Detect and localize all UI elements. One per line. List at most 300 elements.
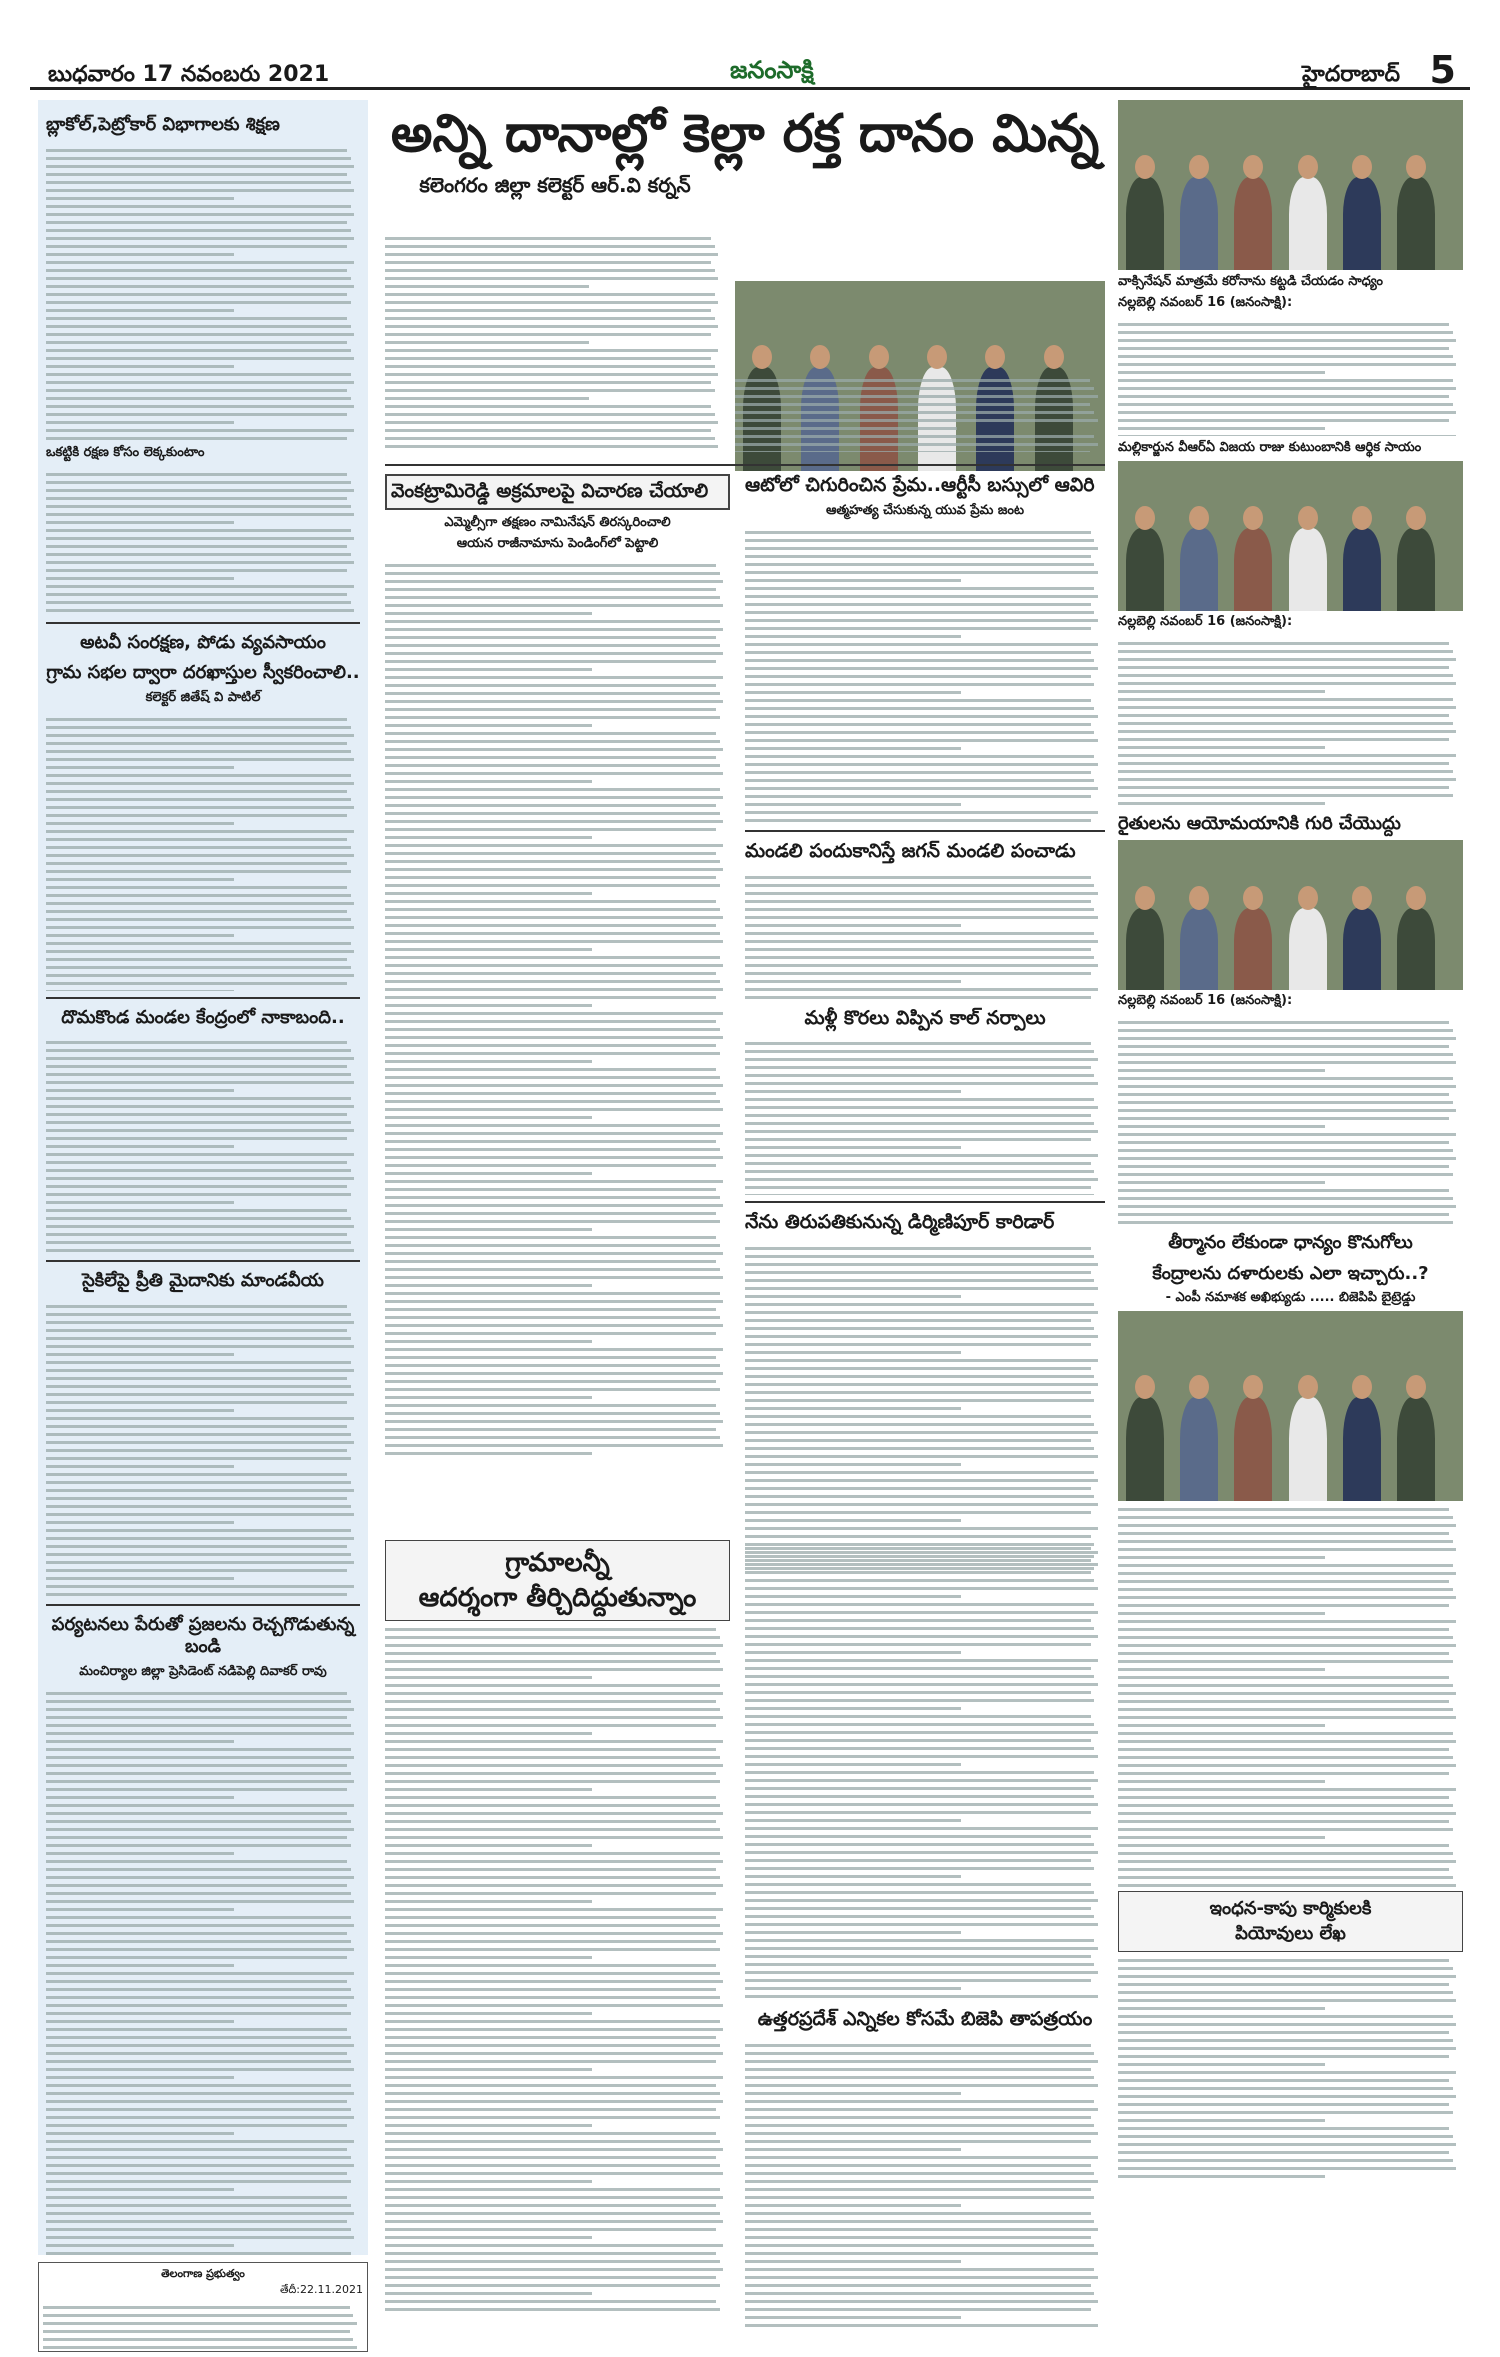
text-line [46, 1561, 354, 1564]
text-line [46, 950, 354, 953]
text-line [43, 2330, 350, 2333]
text-line [1118, 1884, 1456, 1887]
text-line [46, 1137, 347, 1140]
article-heading: గ్రామాలన్నీ [505, 1548, 610, 1578]
text-line [745, 1571, 1091, 1574]
text-line [1118, 722, 1453, 725]
text-line [46, 221, 347, 224]
text-line [1118, 1764, 1456, 1767]
text-line [385, 1300, 723, 1303]
text-line [745, 1875, 961, 1878]
text-line [745, 1247, 1091, 1250]
text-line [745, 1595, 961, 1598]
text-line [385, 373, 718, 376]
text-line [1118, 1548, 1456, 1551]
article-heading: ఆదర్శంగా తీర్చిదిద్దుతున్నాం [418, 1582, 697, 1613]
text-line [745, 1643, 1091, 1646]
text-line [1118, 2055, 1449, 2058]
text-line [385, 620, 720, 623]
text-line [46, 1353, 234, 1356]
text-line [46, 2188, 234, 2191]
text-line [46, 2028, 347, 2031]
text-line [1118, 2087, 1453, 2090]
text-line [385, 1156, 723, 1159]
text-line [745, 2084, 1098, 2087]
text-line [745, 1138, 1091, 1141]
person-figure [1397, 177, 1435, 271]
text-line [385, 1260, 716, 1263]
text-line [46, 1764, 347, 1767]
text-line [385, 2156, 716, 2159]
text-line [1118, 339, 1456, 342]
text-line [46, 1700, 351, 1703]
person-head [1298, 506, 1318, 530]
text-line [1118, 379, 1453, 382]
edition-city: హైదరాబాద్ [1302, 62, 1400, 87]
text-line [745, 1130, 1098, 1133]
text-line [745, 595, 1098, 598]
text-line [1118, 1508, 1449, 1511]
text-line [46, 2036, 351, 2039]
text-line [385, 628, 723, 631]
text-line [735, 427, 957, 430]
text-line [385, 1404, 716, 1407]
text-line [385, 852, 716, 855]
text-line [1118, 706, 1456, 709]
text-line [385, 868, 723, 871]
text-line [385, 381, 711, 384]
text-line [46, 1121, 351, 1124]
text-line [46, 1401, 347, 1404]
text-line [745, 1471, 1094, 1474]
text-line [46, 1473, 347, 1476]
text-line [385, 780, 592, 783]
text-line [385, 2220, 723, 2223]
text-line [385, 2052, 723, 2055]
divider [46, 1260, 360, 1262]
text-line [46, 569, 347, 572]
article-body [745, 1035, 1105, 1195]
text-line [46, 2156, 351, 2159]
text-line [46, 333, 354, 336]
text-line [1118, 1828, 1453, 1831]
text-line [1118, 1069, 1325, 1072]
text-line [46, 2100, 347, 2103]
text-line [385, 924, 716, 927]
text-line [1118, 802, 1325, 805]
text-line [385, 820, 723, 823]
text-line [745, 779, 1094, 782]
text-line [745, 2052, 1094, 2055]
text-line [46, 742, 347, 745]
text-line [1118, 666, 1449, 669]
text-line [1118, 2135, 1453, 2138]
text-line [1118, 1165, 1449, 1168]
text-line [385, 1412, 720, 1415]
text-line [46, 830, 354, 833]
text-line [385, 1012, 723, 1015]
text-line [1118, 419, 1449, 422]
text-line [745, 2308, 1091, 2311]
text-line [745, 731, 1094, 734]
text-line [46, 1593, 347, 1596]
article-heading: కేంద్రాలను దళారులకు ఎలా ఇచ్చారు..? [1152, 1262, 1429, 1284]
text-line [1118, 1756, 1453, 1759]
text-line [1118, 1692, 1456, 1695]
text-line [745, 1995, 1098, 1998]
text-line [46, 173, 347, 176]
text-line [1118, 1141, 1449, 1144]
text-line [1118, 1975, 1456, 1978]
text-line [46, 1505, 351, 1508]
text-line [385, 1700, 716, 1703]
body-lines [385, 230, 725, 450]
text-line [1118, 2007, 1325, 2010]
leaders-photo [1118, 1311, 1463, 1501]
text-line [385, 1772, 716, 1775]
article-up-elections [745, 1540, 1105, 2340]
text-line [46, 1828, 354, 1831]
person-head [752, 345, 772, 369]
text-line [745, 571, 1098, 574]
text-line [46, 189, 354, 192]
text-line [745, 1503, 1098, 1506]
banner-headline: అన్ని దానాల్లో కెల్లా రక్త దానం మిన్న [390, 104, 1100, 164]
text-line [1118, 1061, 1456, 1064]
text-line [745, 1611, 1098, 1614]
text-line [385, 1236, 716, 1239]
person-head [1189, 886, 1209, 910]
text-line [745, 1303, 1094, 1306]
text-line [385, 1828, 720, 1831]
text-line [46, 990, 234, 991]
text-line [1118, 1157, 1456, 1160]
text-line [745, 563, 1094, 566]
text-line [745, 1563, 1098, 1566]
text-line [745, 675, 1091, 678]
text-line [46, 2020, 234, 2023]
text-line [385, 1652, 716, 1655]
text-line [46, 1924, 354, 1927]
text-line [1118, 411, 1456, 414]
text-line [46, 245, 347, 248]
text-line [46, 197, 234, 200]
text-line [46, 1708, 354, 1711]
photo-caption: వాక్సినేషన్ మాత్రమే కరోనాను కట్టడి చేయడం సాధ్యం [1118, 274, 1383, 289]
text-line [745, 1423, 1094, 1426]
text-line [745, 1899, 1098, 1902]
text-line [745, 2164, 1091, 2167]
text-line [385, 876, 716, 879]
text-line [46, 341, 347, 344]
article-body [46, 1685, 360, 2256]
person-figure [1343, 528, 1381, 611]
text-line [385, 708, 716, 711]
text-line [46, 1329, 347, 1332]
text-line [745, 932, 1094, 935]
text-line [745, 1915, 1094, 1918]
text-line [745, 1811, 1091, 1814]
text-line [46, 838, 347, 841]
text-line [385, 1788, 592, 1791]
text-line [745, 803, 961, 806]
text-line [745, 2188, 1091, 2191]
text-line [46, 1780, 354, 1783]
text-line [385, 2116, 720, 2119]
text-line [385, 660, 716, 663]
text-line [1118, 2119, 1325, 2122]
text-line [1118, 2071, 1456, 2074]
text-line [46, 1073, 351, 1076]
government-tender-ad [38, 2262, 368, 2352]
person-figure [1126, 177, 1164, 271]
text-line [385, 2204, 716, 2207]
vaccination-photo [1118, 100, 1463, 270]
text-line [1118, 1109, 1456, 1112]
text-line [46, 1489, 354, 1492]
text-line [46, 1988, 351, 1991]
text-line [745, 1375, 1094, 1378]
text-line [46, 1772, 351, 1775]
text-line [745, 2044, 1091, 2047]
text-line [385, 1940, 716, 1943]
text-line [385, 1740, 723, 1743]
text-line [46, 1585, 354, 1588]
text-line [1118, 714, 1449, 717]
text-line [385, 2012, 592, 2015]
text-line [46, 181, 351, 184]
text-line [385, 908, 720, 911]
text-line [745, 1723, 1094, 1726]
center-column [385, 100, 1105, 2350]
text-line [385, 301, 718, 304]
article-body [46, 711, 360, 991]
text-line [1118, 1804, 1453, 1807]
text-line [46, 718, 347, 721]
text-line [745, 1731, 1098, 1734]
text-line [385, 405, 711, 408]
text-line [46, 561, 354, 564]
text-line [1118, 778, 1456, 781]
text-line [745, 1186, 1091, 1189]
text-line [735, 403, 1090, 406]
text-line [745, 1090, 961, 1093]
text-line [745, 2268, 1094, 2271]
text-line [745, 2236, 1091, 2239]
text-line [745, 699, 1091, 702]
text-line [385, 2028, 723, 2031]
text-line [385, 2244, 723, 2247]
text-line [385, 900, 716, 903]
text-line [385, 700, 723, 703]
text-line [46, 1996, 354, 1999]
text-line [385, 1276, 723, 1279]
person-figure [1397, 528, 1435, 611]
text-line [1118, 1205, 1456, 1208]
text-line [745, 956, 1094, 959]
text-line [1118, 323, 1449, 326]
text-line [745, 2196, 1094, 2199]
text-line [46, 437, 347, 440]
text-line [745, 2100, 1094, 2103]
text-line [385, 764, 720, 767]
text-line [1118, 1540, 1453, 1543]
text-line [745, 1399, 1094, 1402]
text-line [1118, 1580, 1449, 1583]
text-line [745, 763, 1098, 766]
text-line [745, 2252, 1098, 2255]
text-line [46, 2092, 354, 2095]
text-line [1118, 363, 1456, 366]
text-line [1118, 1684, 1453, 1687]
text-line [745, 2156, 1098, 2159]
text-line [385, 1372, 723, 1375]
text-line [46, 1940, 351, 1943]
text-line [385, 692, 720, 695]
text-line [745, 2228, 1098, 2231]
text-line [745, 988, 1098, 991]
text-line [46, 1716, 347, 1719]
text-line [46, 1964, 234, 1967]
text-line [745, 2316, 961, 2319]
text-line [46, 205, 351, 208]
text-line [46, 926, 354, 929]
text-line [385, 1092, 716, 1095]
text-line [1118, 1612, 1325, 1615]
text-line [46, 1948, 354, 1951]
text-line [745, 619, 1098, 622]
text-line [745, 1587, 1098, 1590]
person-head [1189, 1375, 1209, 1399]
person-head [1352, 886, 1372, 910]
text-line [46, 277, 351, 280]
text-line [385, 1196, 720, 1199]
text-line [385, 1876, 720, 1879]
text-line [745, 1170, 1094, 1173]
text-line [385, 2044, 720, 2047]
text-line [745, 1359, 1098, 1362]
text-line [46, 1201, 234, 1204]
text-line [46, 862, 347, 865]
text-line [385, 1428, 716, 1431]
text-line [735, 411, 1094, 414]
text-line [46, 157, 351, 160]
text-line [1118, 1740, 1456, 1743]
text-line [385, 1364, 720, 1367]
text-line [46, 1844, 351, 1847]
page-number: 5 [1429, 48, 1456, 92]
text-line [1118, 2111, 1453, 2114]
text-line [46, 1481, 351, 1484]
text-line [1118, 786, 1449, 789]
text-line [745, 1851, 1098, 1854]
text-line [46, 1900, 354, 1903]
text-line [385, 1660, 720, 1663]
text-line [46, 798, 351, 801]
text-line [1118, 642, 1449, 645]
text-line [385, 261, 711, 264]
text-line [46, 261, 354, 264]
text-line [745, 1763, 961, 1766]
text-line [745, 1675, 1094, 1678]
page-header [30, 0, 1470, 90]
text-line [46, 1724, 351, 1727]
text-line [735, 387, 1094, 390]
text-line [745, 1106, 1098, 1109]
text-line [745, 2108, 1098, 2111]
article-heading: పర్యటనలు పేరుతో ప్రజలను రెచ్చగొడుతున్న బండి [51, 1613, 355, 1657]
person-figure [1343, 1397, 1381, 1502]
text-line [46, 1065, 347, 1068]
text-line [745, 659, 1094, 662]
text-line [745, 1319, 1091, 1322]
person-head [1243, 886, 1263, 910]
text-line [1118, 658, 1456, 661]
person-head [1243, 1375, 1263, 1399]
ad-dept: తెలంగాణ ప్రభుత్వం [161, 2267, 245, 2280]
text-line [46, 1313, 351, 1316]
text-line [745, 1659, 1098, 1662]
text-line [745, 1098, 1094, 1101]
text-line [46, 1361, 351, 1364]
text-line [46, 846, 351, 849]
text-line [745, 1255, 1094, 1258]
text-line [385, 1340, 592, 1343]
text-line [745, 1627, 1094, 1630]
text-line [735, 443, 1098, 446]
text-line [1118, 1596, 1456, 1599]
text-line [385, 596, 720, 599]
text-line [385, 1132, 723, 1135]
text-line [385, 724, 592, 727]
text-line [385, 828, 716, 831]
text-line [46, 2108, 351, 2111]
text-line [46, 1225, 354, 1228]
text-line [745, 1487, 1091, 1490]
text-line [385, 2164, 720, 2167]
text-line [745, 1343, 1091, 1346]
text-line [46, 1129, 354, 1132]
text-line [745, 2148, 961, 2151]
text-line [745, 1082, 1098, 1085]
text-line [745, 1939, 1094, 1942]
text-line [745, 2204, 961, 2207]
text-line [1118, 1077, 1453, 1080]
text-line [1118, 1221, 1453, 1224]
text-line [46, 1097, 351, 1100]
text-line [46, 1732, 354, 1735]
banner-subheading: కలెంగరం జిల్లా కలెక్టర్ ఆర్.వి కర్నన్ [419, 173, 691, 198]
text-line [46, 1545, 347, 1548]
text-line [745, 1867, 1094, 1870]
text-line [1118, 1788, 1456, 1791]
text-line [385, 1764, 723, 1767]
text-line [745, 1691, 1091, 1694]
text-line [385, 2252, 716, 2255]
text-line [385, 1852, 720, 1855]
text-line [1118, 690, 1325, 693]
text-line [745, 1739, 1091, 1742]
divider [745, 830, 1105, 832]
text-line [385, 2100, 723, 2103]
person-head [1298, 1375, 1318, 1399]
text-line [745, 1154, 1098, 1157]
text-line [46, 553, 351, 556]
text-line [1118, 1732, 1453, 1735]
text-line [385, 1252, 723, 1255]
article-body [46, 1298, 360, 1598]
text-line [385, 1732, 592, 1735]
